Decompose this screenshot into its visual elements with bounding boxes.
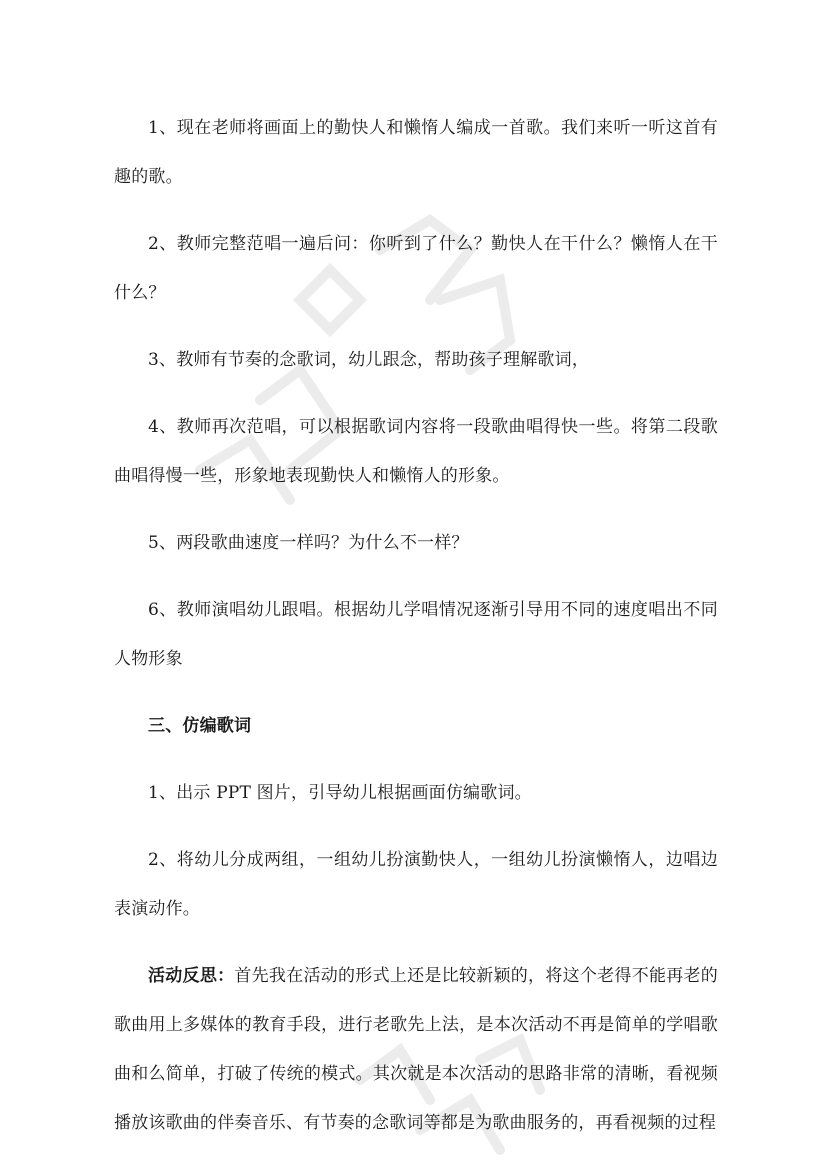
document-body bbox=[114, 104, 718, 1148]
section-paragraph-2: 2、将幼儿分成两组，一组幼儿扮演勤快人，一组幼儿扮演懒惰人，边唱边表演动作。 bbox=[114, 850, 718, 919]
reflection-text: 首先我在活动的形式上还是比较新颖的，将这个老得不能再老的歌曲用上多媒体的教育手段，进行老歌先上法，是本次活动不再是简单的学唱歌曲和么简单，打破了传统的模式。其次就是本次活动的思路非常的清晰，看视频播放该歌曲的伴奏音乐、有节奏的念歌词等都是为歌曲服务的，再看视频的过程 bbox=[114, 966, 718, 1133]
section-paragraph-1: 1、出示 PPT 图片，引导幼儿根据画面仿编歌词。 bbox=[148, 783, 532, 803]
reflection-paragraph bbox=[114, 952, 718, 1148]
section-heading: 三、仿编歌词 bbox=[148, 716, 252, 736]
paragraph-3: 3、教师有节奏的念歌词，幼儿跟念，帮助孩子理解歌词， bbox=[148, 350, 590, 370]
paragraph-6: 6、教师演唱幼儿跟唱。根据幼儿学唱情况逐渐引导用不同的速度唱出不同人物形象 bbox=[114, 600, 718, 669]
reflection-label: 活动反思： bbox=[148, 966, 235, 986]
paragraph-2: 2、教师完整范唱一遍后问：你听到了什么？勤快人在干什么？懒惰人在干什么？ bbox=[114, 234, 718, 303]
paragraph-5: 5、两段歌曲速度一样吗？为什么不一样？ bbox=[148, 533, 469, 553]
paragraph-4: 4、教师再次范唱，可以根据歌词内容将一段歌曲唱得快一些。将第二段歌曲唱得慢一些，形象地表现勤快人和懒惰人的形象。 bbox=[114, 417, 718, 486]
paragraph-1: 1、现在老师将画面上的勤快人和懒惰人编成一首歌。我们来听一听这首有趣的歌。 bbox=[114, 118, 718, 187]
